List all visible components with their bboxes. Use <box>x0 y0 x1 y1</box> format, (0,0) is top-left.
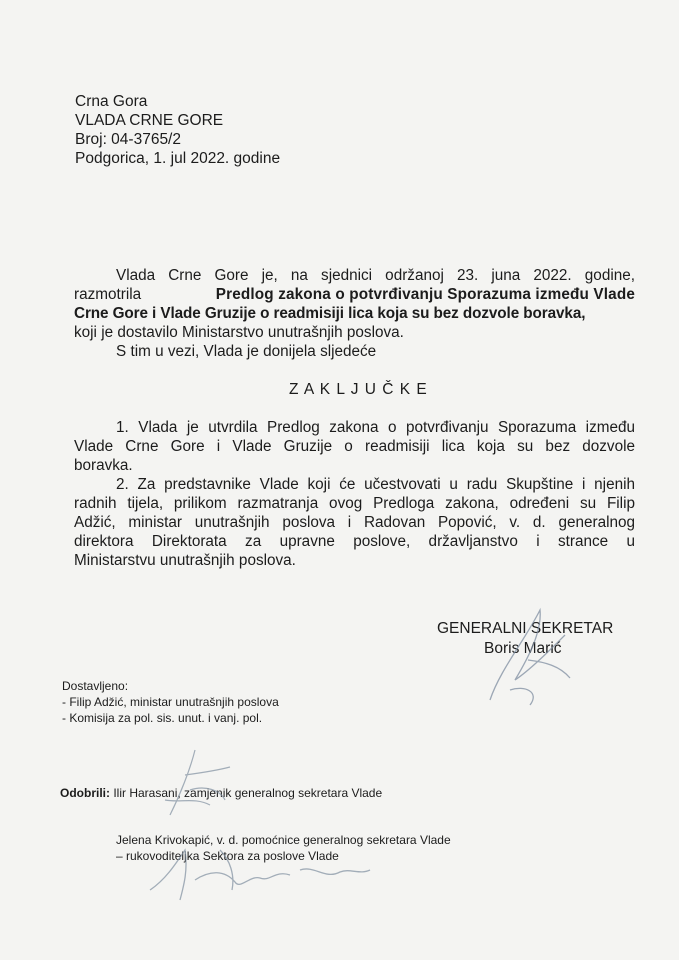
conclusion-1-line-2: Vlade Crne Gore i Vlade Gruzije o readmisiji lica koja su bez dozvole <box>74 438 635 455</box>
intro-bill-title-part1: Predlog zakona o potvrđivanju Sporazuma između Vlade <box>215 286 635 303</box>
signature-name: Boris Marić <box>484 640 562 657</box>
assistant-line-2: – rukovoditeljka Sektora za poslove Vlade <box>116 849 339 863</box>
delivered-item: - Komisija za pol. sis. unut. i vanj. pol. <box>62 711 263 725</box>
conclusion-2-line-3: Adžić, ministar unutrašnjih poslova i Radovan Popović, v. d. generalnog <box>74 514 635 531</box>
signature-title: GENERALNI SEKRETAR <box>437 620 614 637</box>
assistant-line-1: Jelena Krivokapić, v. d. pomoćnice generalnog sekretara Vlade <box>116 833 451 847</box>
approved-text: Ilir Harasani, zamjenik generalnog sekretara Vlade <box>113 786 383 800</box>
delivered-label: Dostavljeno: <box>62 679 129 693</box>
header-place-date: Podgorica, 1. jul 2022. godine <box>75 150 281 167</box>
conclusion-2-line-1: 2. Za predstavnike Vlade koji će učestvovati u radu Skupštine i njenih <box>116 476 635 493</box>
intro-line-4: koji je dostavilo Ministarstvo unutrašnjih poslova. <box>74 324 404 341</box>
intro-line-2 <box>74 286 635 304</box>
conclusion-2-line-2: radnih tijela, prilikom razmatranja ovog Predloga zakona, određeni su Filip <box>74 495 635 512</box>
approver-initials <box>150 745 240 825</box>
conclusion-2-line-4: direktora Direktorata za upravne poslove, državljanstvo i strance u <box>74 533 635 550</box>
section-heading: Z A K L J U Č K E <box>289 381 428 398</box>
header-country: Crna Gora <box>75 93 148 110</box>
secretary-signature <box>470 600 590 720</box>
conclusion-2-line-5: Ministarstvu unutrašnjih poslova. <box>74 552 296 569</box>
header-government: VLADA CRNE GORE <box>75 112 224 129</box>
header-number: Broj: 04-3765/2 <box>75 131 181 148</box>
intro-line-5: S tim u vezi, Vlada je donijela sljedeće <box>116 343 377 360</box>
conclusion-1-line-3: boravka. <box>74 457 133 474</box>
approved-label: Odobrili: <box>60 786 110 800</box>
approved-line <box>60 786 382 800</box>
conclusion-1-line-1: 1. Vlada je utvrdila Predlog zakona o potvrđivanju Sporazuma između <box>116 419 635 436</box>
intro-bill-title-part2: Crne Gore i Vlade Gruzije o readmisiji lica koja su bez dozvole boravka, <box>74 305 586 322</box>
intro-line-2-plain: razmotrila <box>74 286 142 303</box>
delivered-item: - Filip Adžić, ministar unutrašnjih poslova <box>62 695 279 709</box>
intro-line-1: Vlada Crne Gore je, na sjednici održanoj 23. juna 2022. godine, <box>116 267 635 284</box>
